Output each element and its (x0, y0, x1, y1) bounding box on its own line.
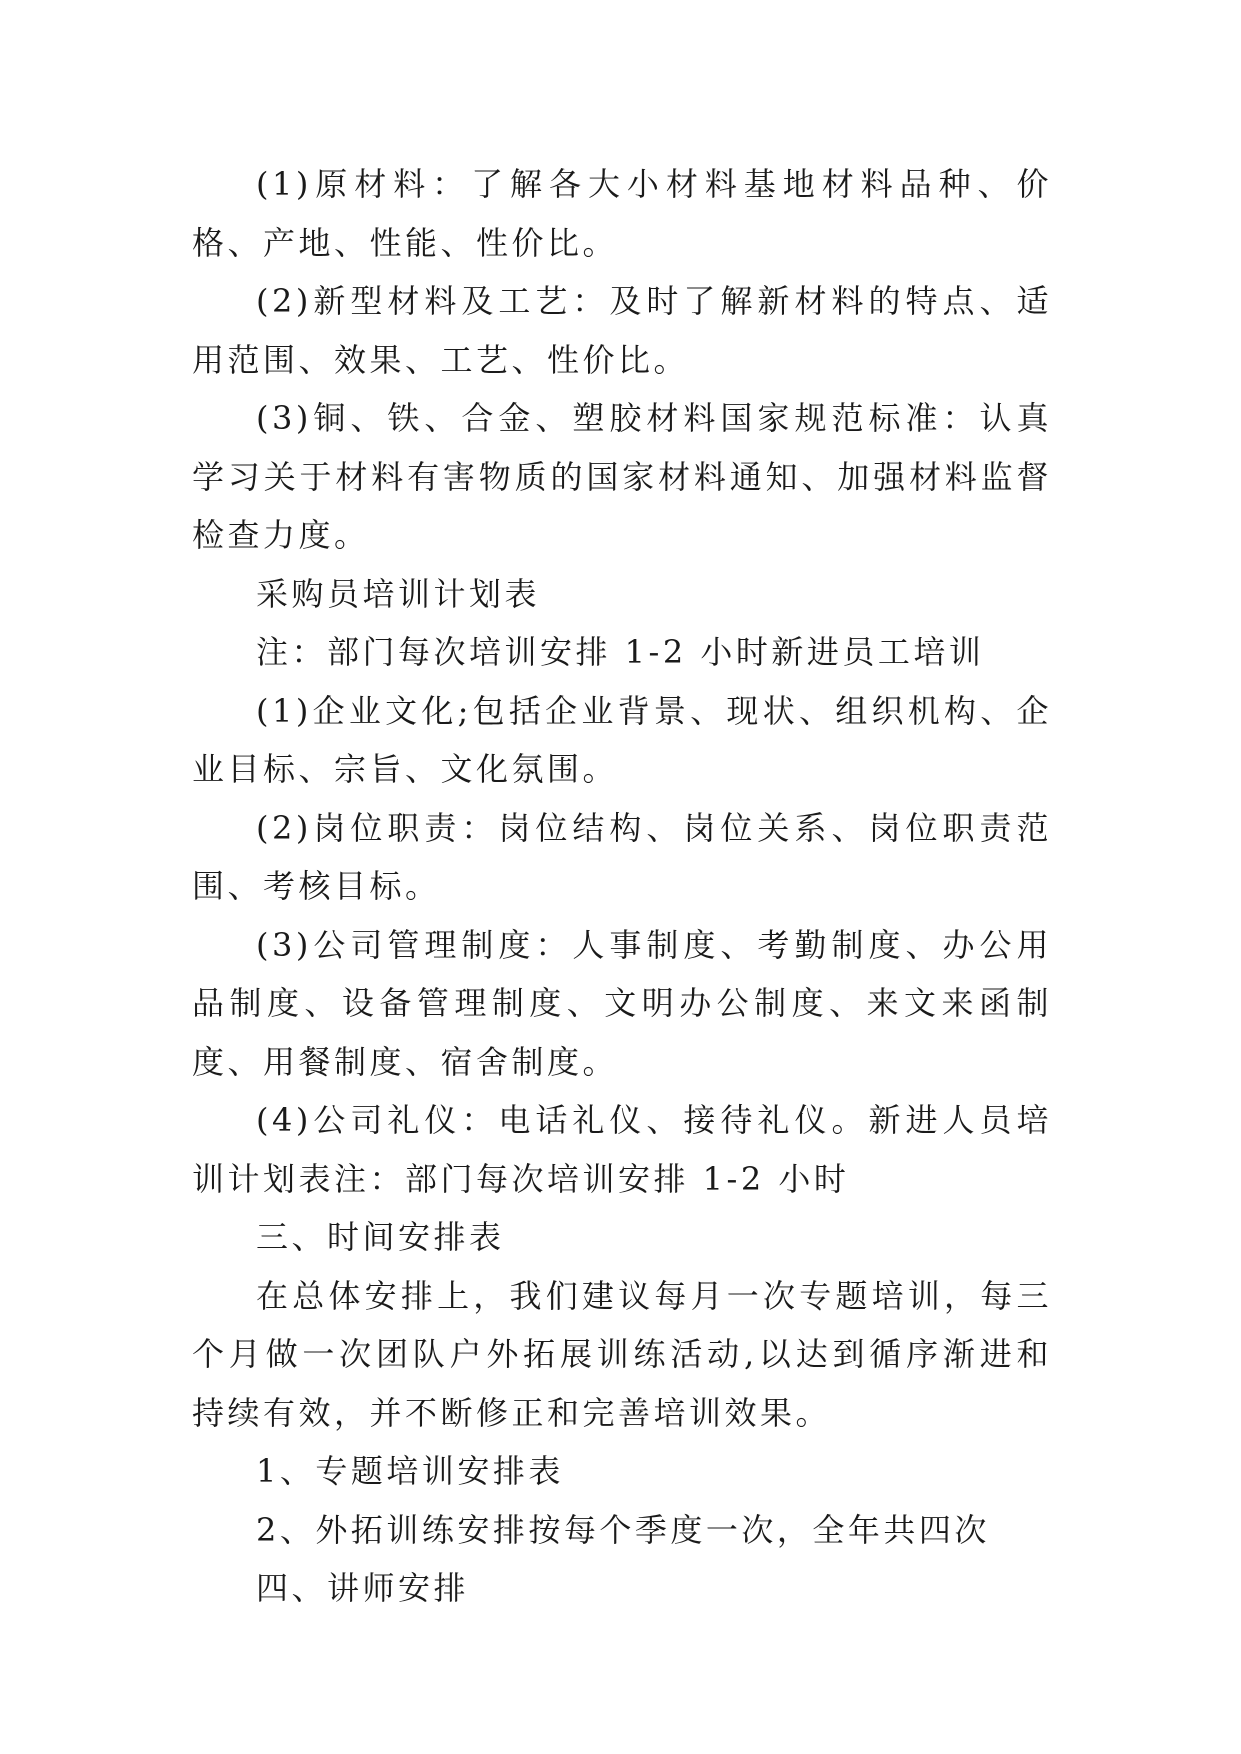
heading-instructors: 四、讲师安排 (256, 1569, 470, 1607)
paragraph-material-standards: (3)铜、铁、合金、塑胶材料国家规范标准：认真学习关于材料有害物质的国家材料通知、加强材料监督检查力度。 (192, 399, 1052, 554)
paragraph-raw-materials: (1)原材料：了解各大小材料基地材料品种、价格、产地、性能、性价比。 (192, 165, 1052, 262)
paragraph-new-materials: (2)新型材料及工艺：及时了解新材料的特点、适用范围、效果、工艺、性价比。 (192, 282, 1052, 379)
paragraph-overall-plan: 在总体安排上，我们建议每月一次专题培训，每三个月做一次团队户外拓展训练活动,以达到循序渐进和持续有效，并不断修正和完善培训效果。 (192, 1276, 1052, 1432)
paragraph-management-rules: (3)公司管理制度：人事制度、考勤制度、办公用品制度、设备管理制度、文明办公制度、来文来函制度、用餐制度、宿舍制度。 (192, 925, 1052, 1081)
heading-schedule: 三、时间安排表 (256, 1218, 505, 1256)
paragraph-etiquette: (4)公司礼仪：电话礼仪、接待礼仪。新进人员培训计划表注：部门每次培训安排 1-2 小时 (192, 1101, 1052, 1198)
paragraph-job-duties: (2)岗位职责：岗位结构、岗位关系、岗位职责范围、考核目标。 (192, 808, 1052, 905)
paragraph-corporate-culture: (1)企业文化;包括企业背景、现状、组织机构、企业目标、宗旨、文化氛围。 (192, 691, 1052, 788)
paragraph-note-new-staff: 注：部门每次培训安排 1-2 小时新进员工培训 (256, 633, 985, 671)
paragraph-buyer-training-table: 采购员培训计划表 (256, 574, 541, 613)
list-item-outdoor-training: 2、外拓训练安排按每个季度一次，全年共四次 (256, 1510, 990, 1549)
list-item-topic-training: 1、专题培训安排表 (256, 1452, 564, 1490)
document-body (192, 155, 1052, 1618)
